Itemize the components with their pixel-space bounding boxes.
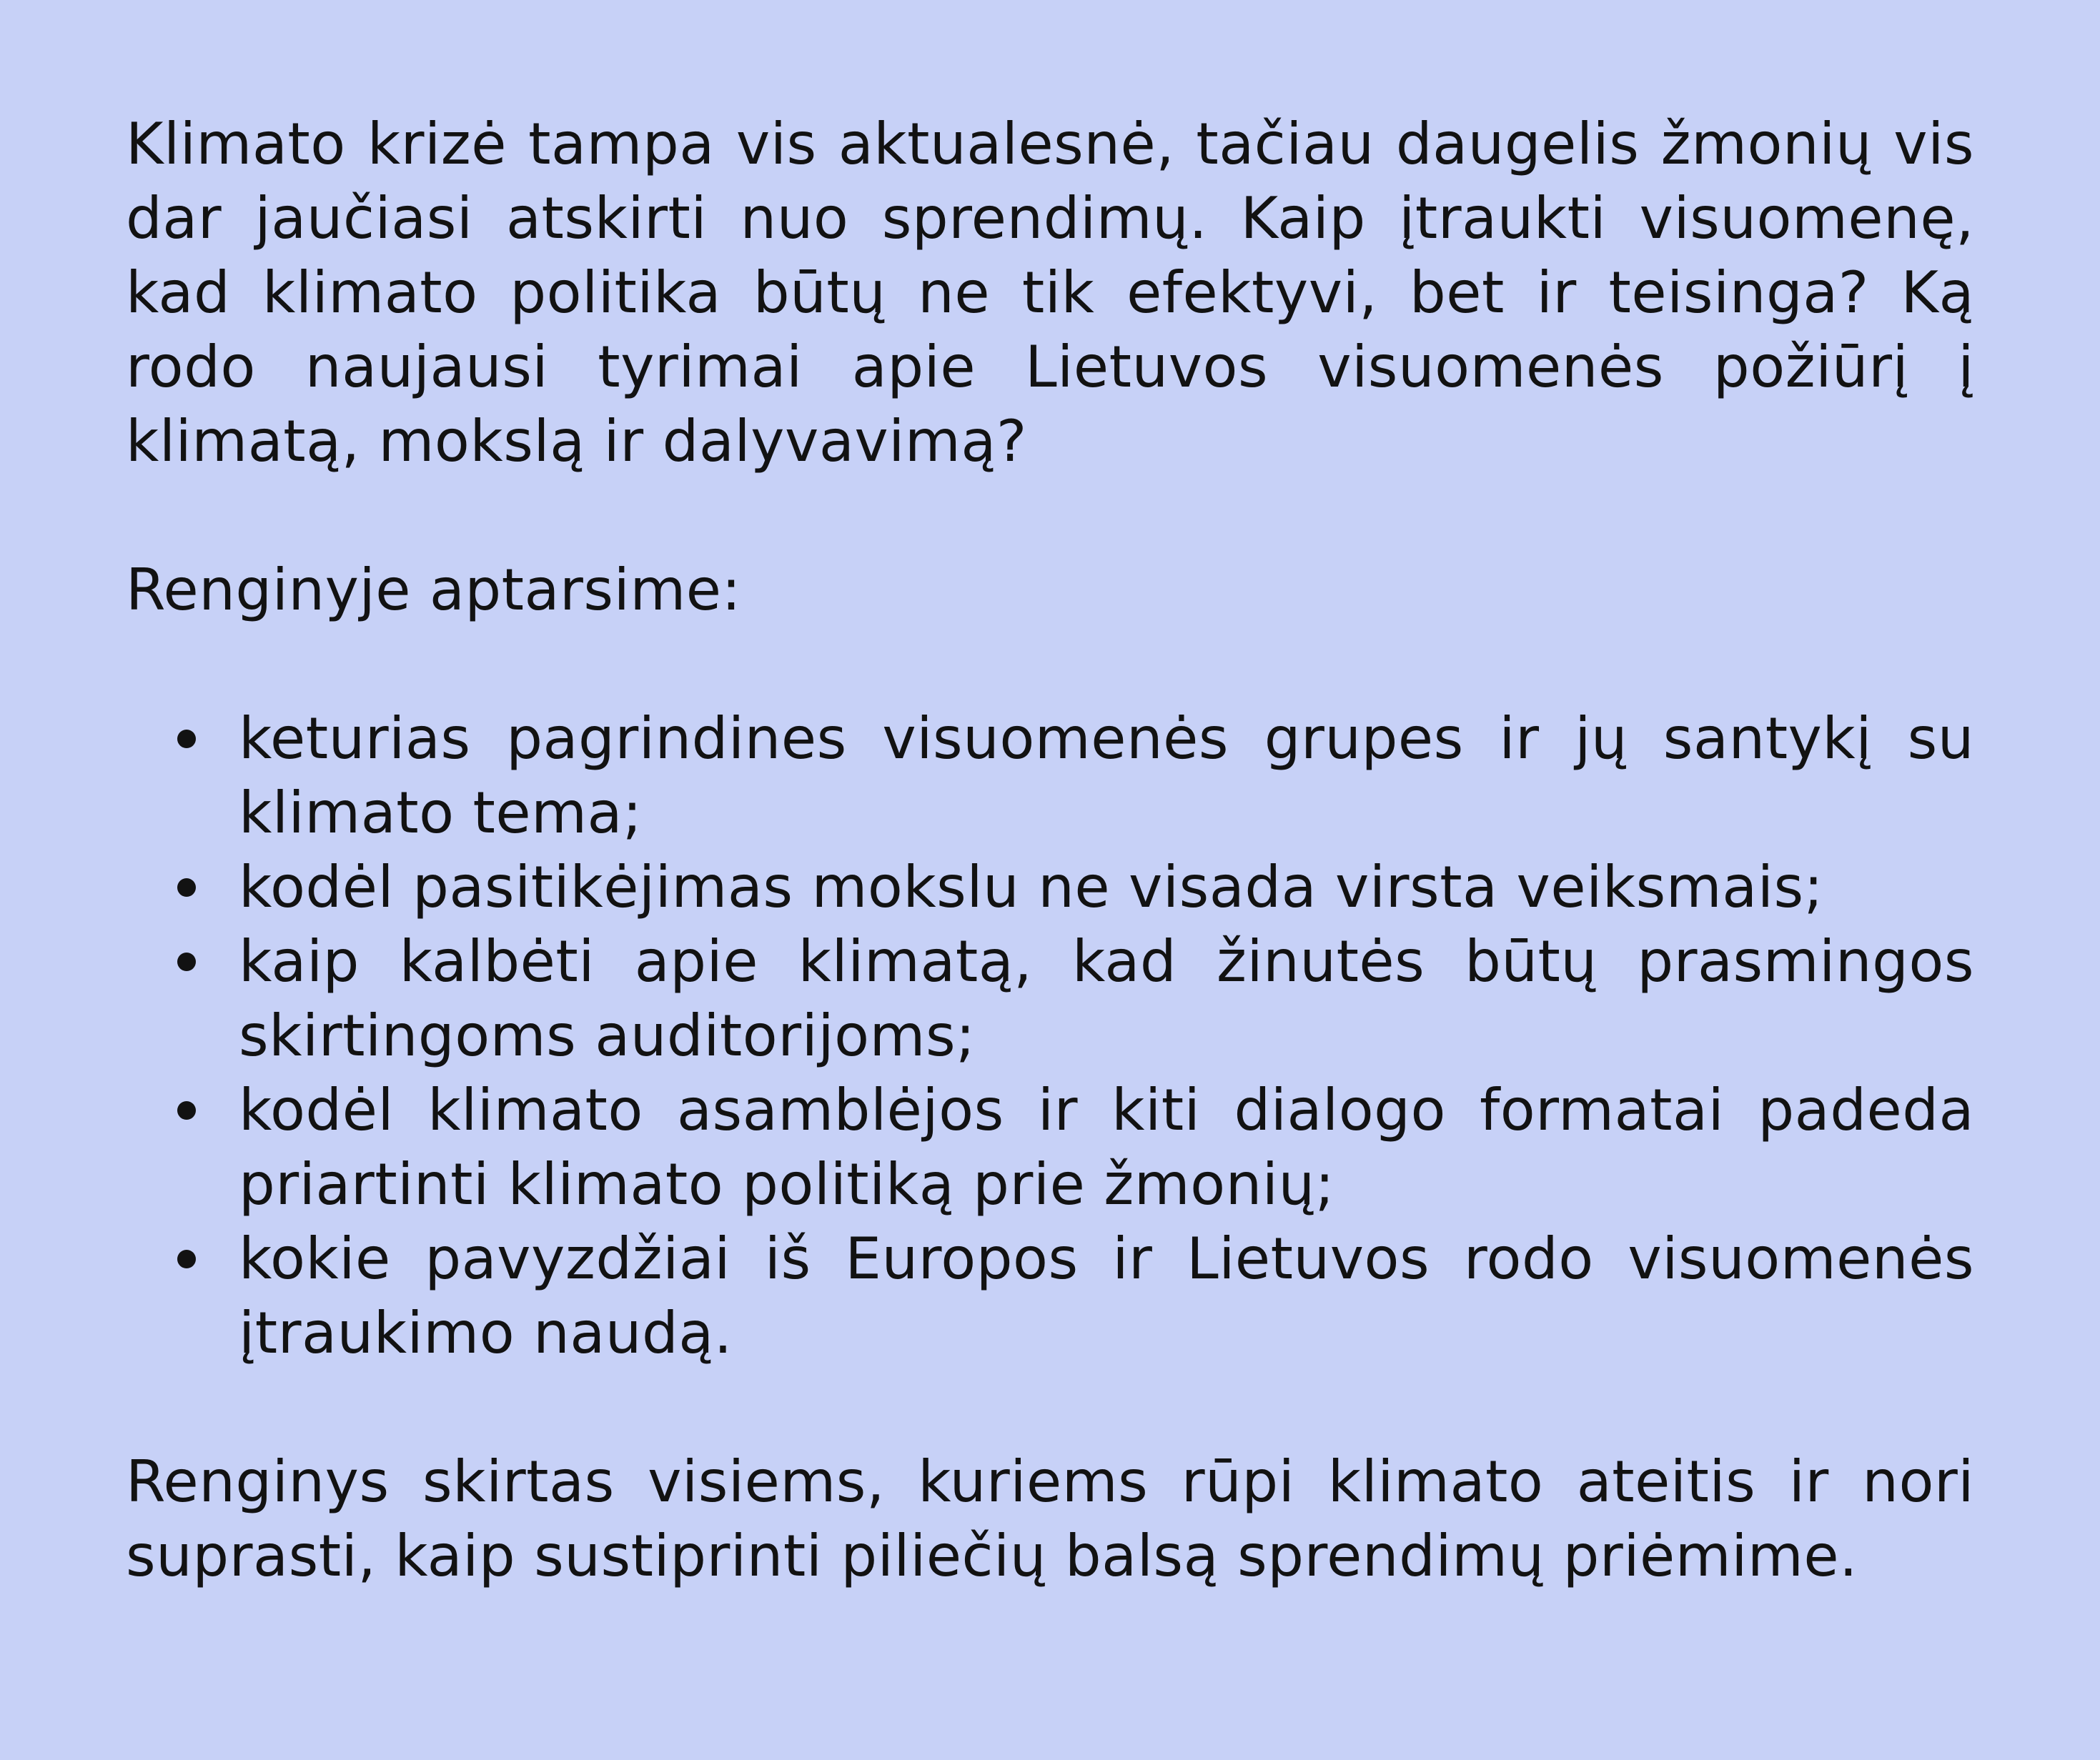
bullet-icon xyxy=(177,730,196,748)
bullet-icon xyxy=(177,1101,196,1120)
list-item-text: kokie pavyzdžiai iš Europos ir Lietuvos rodo visuomenės įtraukimo naudą. xyxy=(239,1225,1974,1366)
list-item-text: kodėl klimato asamblėjos ir kiti dialogo formatai padeda priartinti klimato politiką prie žmonių; xyxy=(239,1077,1974,1218)
list-item xyxy=(126,850,1974,925)
list-item-text: kaip kalbėti apie klimatą, kad žinutės būtų prasmingos skirtingoms auditorijoms; xyxy=(239,928,1974,1069)
intro-paragraph: Klimato krizė tampa vis aktualesnė, tačiau daugelis žmonių vis dar jaučiasi atskirti nuo sprendimų. Kaip įtraukti visuomenę, kad klimato politika būtų ne tik efektyvi, bet ir teisinga? Ką rodo naujausi tyrimai apie Lietuvos visuomenės požiūrį į klimatą, mokslą ir dalyvavimą? xyxy=(126,111,1974,474)
list-item-text: keturias pagrindines visuomenės grupes ir jų santykį su klimato tema; xyxy=(239,705,1974,846)
list-item-text: kodėl pasitikėjimas mokslu ne visada virsta veiksmais; xyxy=(239,854,1824,920)
list-item xyxy=(126,702,1974,850)
closing-paragraph: Renginys skirtas visiems, kuriems rūpi klimato ateitis ir nori suprasti, kaip sustiprinti piliečių balsą sprendimų priėmime. xyxy=(126,1448,1974,1589)
bullet-icon xyxy=(177,878,196,897)
event-description xyxy=(126,107,1974,1594)
list-item xyxy=(126,1222,1974,1371)
bullet-icon xyxy=(177,953,196,971)
topics-heading: Renginyje aptarsime: xyxy=(126,557,741,623)
list-item xyxy=(126,1073,1974,1222)
list-item xyxy=(126,925,1974,1073)
topics-list xyxy=(126,702,1974,1371)
bullet-icon xyxy=(177,1250,196,1268)
